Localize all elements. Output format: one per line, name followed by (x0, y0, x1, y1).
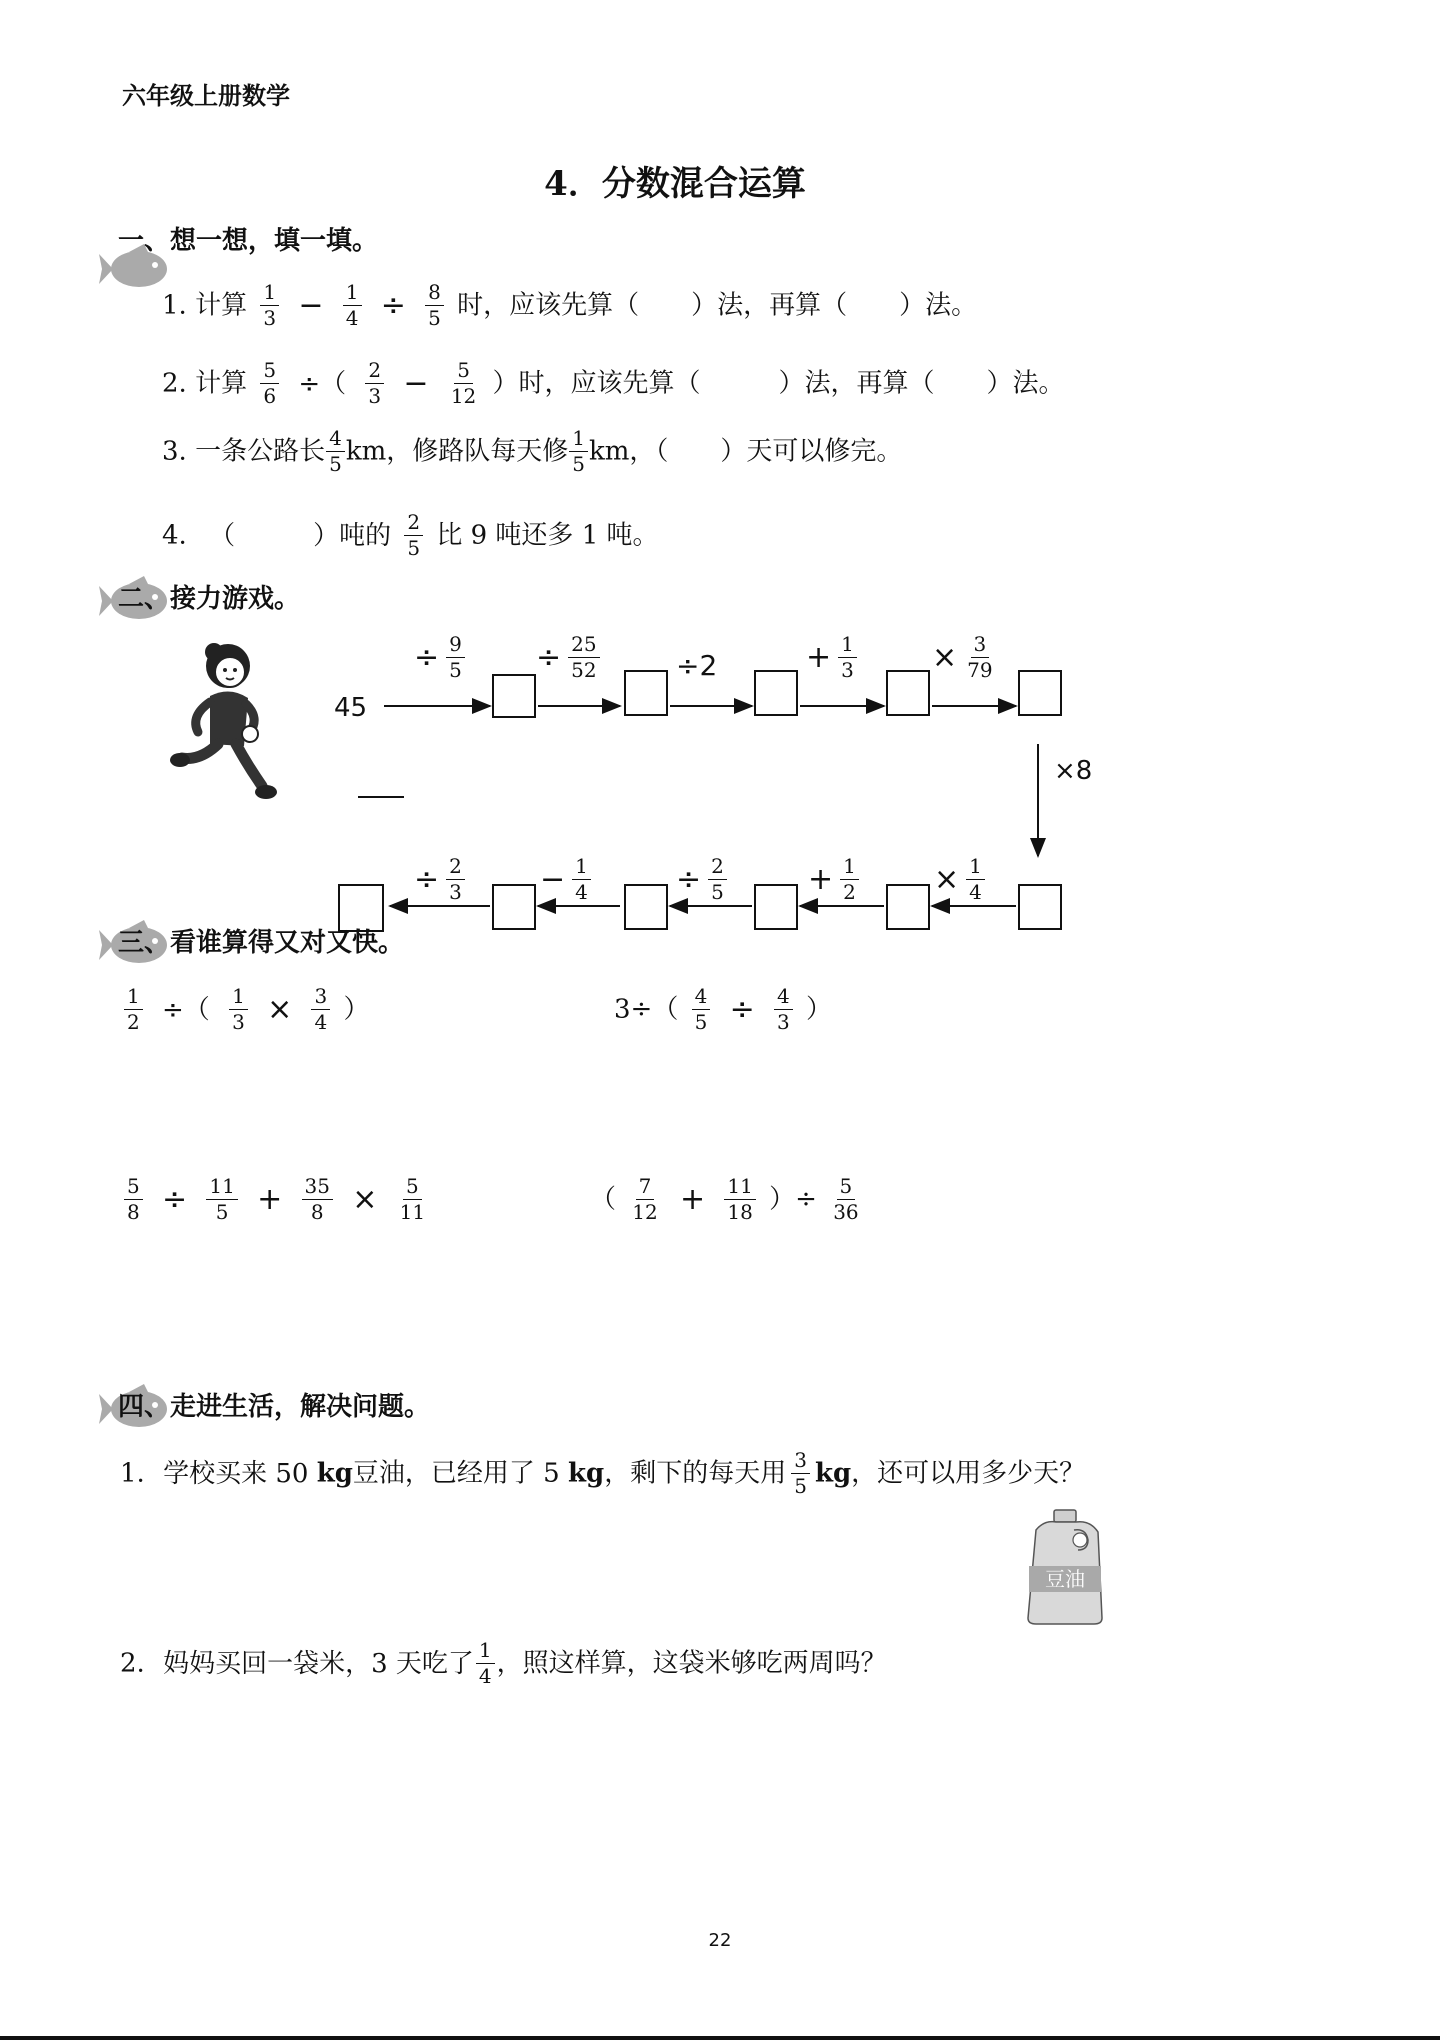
fraction: $\frac{9}{5}$ (446, 634, 465, 681)
problem-text: 妈妈买回一袋米，3 天吃了 (163, 1648, 474, 1679)
problem-1 (120, 1450, 1085, 1497)
fraction: $\frac{1}{2}$ (124, 986, 143, 1033)
operator: × (267, 991, 293, 1027)
problem-number: 2. (120, 1648, 145, 1679)
operator: ） (343, 994, 370, 1025)
section-4-heading: 四、走进生活，解决问题。 (118, 1392, 431, 1422)
operator: ）÷ (769, 1184, 817, 1215)
expression-4 (590, 1176, 867, 1223)
fraction: $\frac{3}{4}$ (311, 986, 330, 1033)
operator: （ (590, 1184, 617, 1215)
fraction: $\frac{2}{5}$ (404, 512, 423, 559)
operator: + (680, 1181, 706, 1217)
section-3-heading: 三、看谁算得又对又快。 (118, 928, 405, 958)
question-number: 4. (162, 520, 187, 551)
operator: × (352, 1181, 378, 1217)
expression-3 (124, 1176, 433, 1223)
fraction: $\frac{1}{2}$ (840, 856, 859, 903)
operator: ÷（ (298, 368, 347, 399)
question-number: 2. (162, 368, 187, 399)
unit-kg: kg (567, 1458, 605, 1489)
question-text: 计算 (195, 368, 248, 399)
page-title: 4．分数混合运算 (544, 164, 806, 204)
fraction: $\frac{1}{4}$ (343, 282, 362, 329)
relay-operator: ÷2 (676, 649, 718, 682)
answer-box[interactable] (492, 674, 536, 718)
answer-box[interactable] (886, 670, 930, 716)
fraction: $\frac{3}{5}$ (791, 1450, 810, 1497)
start-number: 45 (334, 693, 368, 723)
fraction: $\frac{1}{3}$ (260, 282, 279, 329)
operator: 3÷（ (614, 994, 679, 1025)
answer-box[interactable] (886, 884, 930, 930)
page-number: 22 (708, 1930, 732, 1951)
fraction: $\frac{11}{5}$ (206, 1176, 237, 1223)
relay-operator: ×8 (1054, 756, 1093, 786)
question-text: 计算 (195, 290, 248, 321)
question-text: 时，应该先算（ ）法，再算（ ）法。 (457, 290, 978, 321)
answer-box[interactable] (754, 670, 798, 716)
fraction: $\frac{1}{4}$ (572, 856, 591, 903)
question-number: 3. (162, 436, 187, 467)
fraction: $\frac{3}{79}$ (967, 632, 993, 682)
answer-box[interactable] (492, 884, 536, 930)
operator: ÷（ (162, 994, 210, 1025)
fraction: $\frac{4}{5}$ (326, 428, 345, 475)
relay-operator: × $\frac{3}{79}$ (930, 634, 1001, 681)
answer-box[interactable] (624, 670, 668, 716)
operator: ÷ (380, 287, 406, 323)
answer-box[interactable] (624, 884, 668, 930)
operator: ÷ (729, 991, 755, 1027)
fraction: $\frac{11}{18}$ (724, 1176, 755, 1223)
problem-text: ，剩下的每天用 (604, 1458, 787, 1489)
fraction: $\frac{7}{12}$ (632, 1174, 658, 1224)
relay-operator: + $\frac{1}{2}$ (806, 856, 864, 903)
fraction: $\frac{5}{8}$ (124, 1176, 143, 1223)
expression-2 (614, 986, 832, 1033)
unit-kg: kg (814, 1458, 852, 1489)
expression-1 (124, 986, 369, 1033)
fraction: $\frac{1}{4}$ (966, 856, 985, 903)
relay-operator: ÷ $\frac{25}{52}$ (534, 634, 605, 681)
operator: − (298, 287, 324, 323)
fraction: $\frac{2}{3}$ (446, 856, 465, 903)
fraction: $\frac{5}{12}$ (450, 358, 477, 408)
operator: ） (806, 994, 833, 1025)
question-text: （ ）吨的 (209, 520, 392, 551)
relay-operator: ÷ $\frac{9}{5}$ (412, 634, 470, 681)
operator: − (403, 365, 429, 401)
fraction: $\frac{1}{5}$ (569, 428, 588, 475)
relay-arrows (0, 0, 1440, 960)
fraction: $\frac{4}{3}$ (774, 986, 793, 1033)
answer-box[interactable] (754, 884, 798, 930)
fraction: $\frac{25}{52}$ (568, 634, 599, 681)
fraction: $\frac{8}{5}$ (425, 282, 444, 329)
grade-label: 六年级上册数学 (122, 81, 290, 110)
fraction: $\frac{5}{6}$ (260, 360, 279, 407)
fraction: $\frac{2}{5}$ (708, 856, 727, 903)
oil-bottle-illustration (1022, 1508, 1110, 1626)
relay-operator: ÷ $\frac{2}{3}$ (412, 856, 470, 903)
answer-box[interactable] (1018, 884, 1062, 930)
relay-operator: − $\frac{1}{4}$ (538, 856, 596, 903)
answer-box[interactable] (338, 884, 384, 932)
unit-kg: kg (316, 1458, 353, 1489)
fraction: $\frac{2}{3}$ (365, 360, 384, 407)
relay-operator: + $\frac{1}{3}$ (804, 634, 862, 681)
fraction: $\frac{5}{36}$ (833, 1174, 859, 1224)
question-number: 1. (162, 290, 187, 321)
fraction: $\frac{5}{11}$ (399, 1174, 426, 1224)
question-text: 一条公路长 (195, 436, 326, 467)
fraction: $\frac{4}{5}$ (692, 986, 711, 1033)
problem-text: ，还可以用多少天？ (851, 1458, 1086, 1489)
section-2-heading: 二、接力游戏。 (118, 584, 301, 614)
fraction: $\frac{1}{4}$ (476, 1640, 495, 1687)
problem-2 (120, 1640, 887, 1687)
question-text: 比 9 吨还多 1 吨。 (436, 520, 659, 551)
problem-number: 1. (120, 1458, 145, 1489)
problem-text: 学校买来 50 (163, 1458, 317, 1489)
bottom-border (0, 2036, 1440, 2040)
question-text: ）时，应该先算（ ）法，再算（ ）法。 (492, 368, 1065, 399)
operator: ÷ (162, 1181, 188, 1217)
problem-text: 豆油，已经用了 5 (352, 1458, 568, 1489)
relay-operator: × $\frac{1}{4}$ (932, 856, 990, 903)
fraction: $\frac{35}{8}$ (302, 1176, 333, 1223)
fraction: $\frac{1}{3}$ (838, 634, 857, 681)
question-text: km，修路队每天修 (345, 436, 569, 467)
answer-box[interactable] (1018, 670, 1062, 716)
bottle-label: 豆油 (1045, 1567, 1085, 1591)
operator: + (257, 1181, 283, 1217)
section-1-heading: 一、想一想，填一填。 (118, 226, 379, 256)
fraction: $\frac{1}{3}$ (229, 986, 248, 1033)
problem-text: ，照这样算，这袋米够吃两周吗？ (496, 1648, 887, 1679)
relay-operator: ÷ $\frac{2}{5}$ (674, 856, 732, 903)
question-text: km，（ ）天可以修完。 (588, 436, 903, 467)
